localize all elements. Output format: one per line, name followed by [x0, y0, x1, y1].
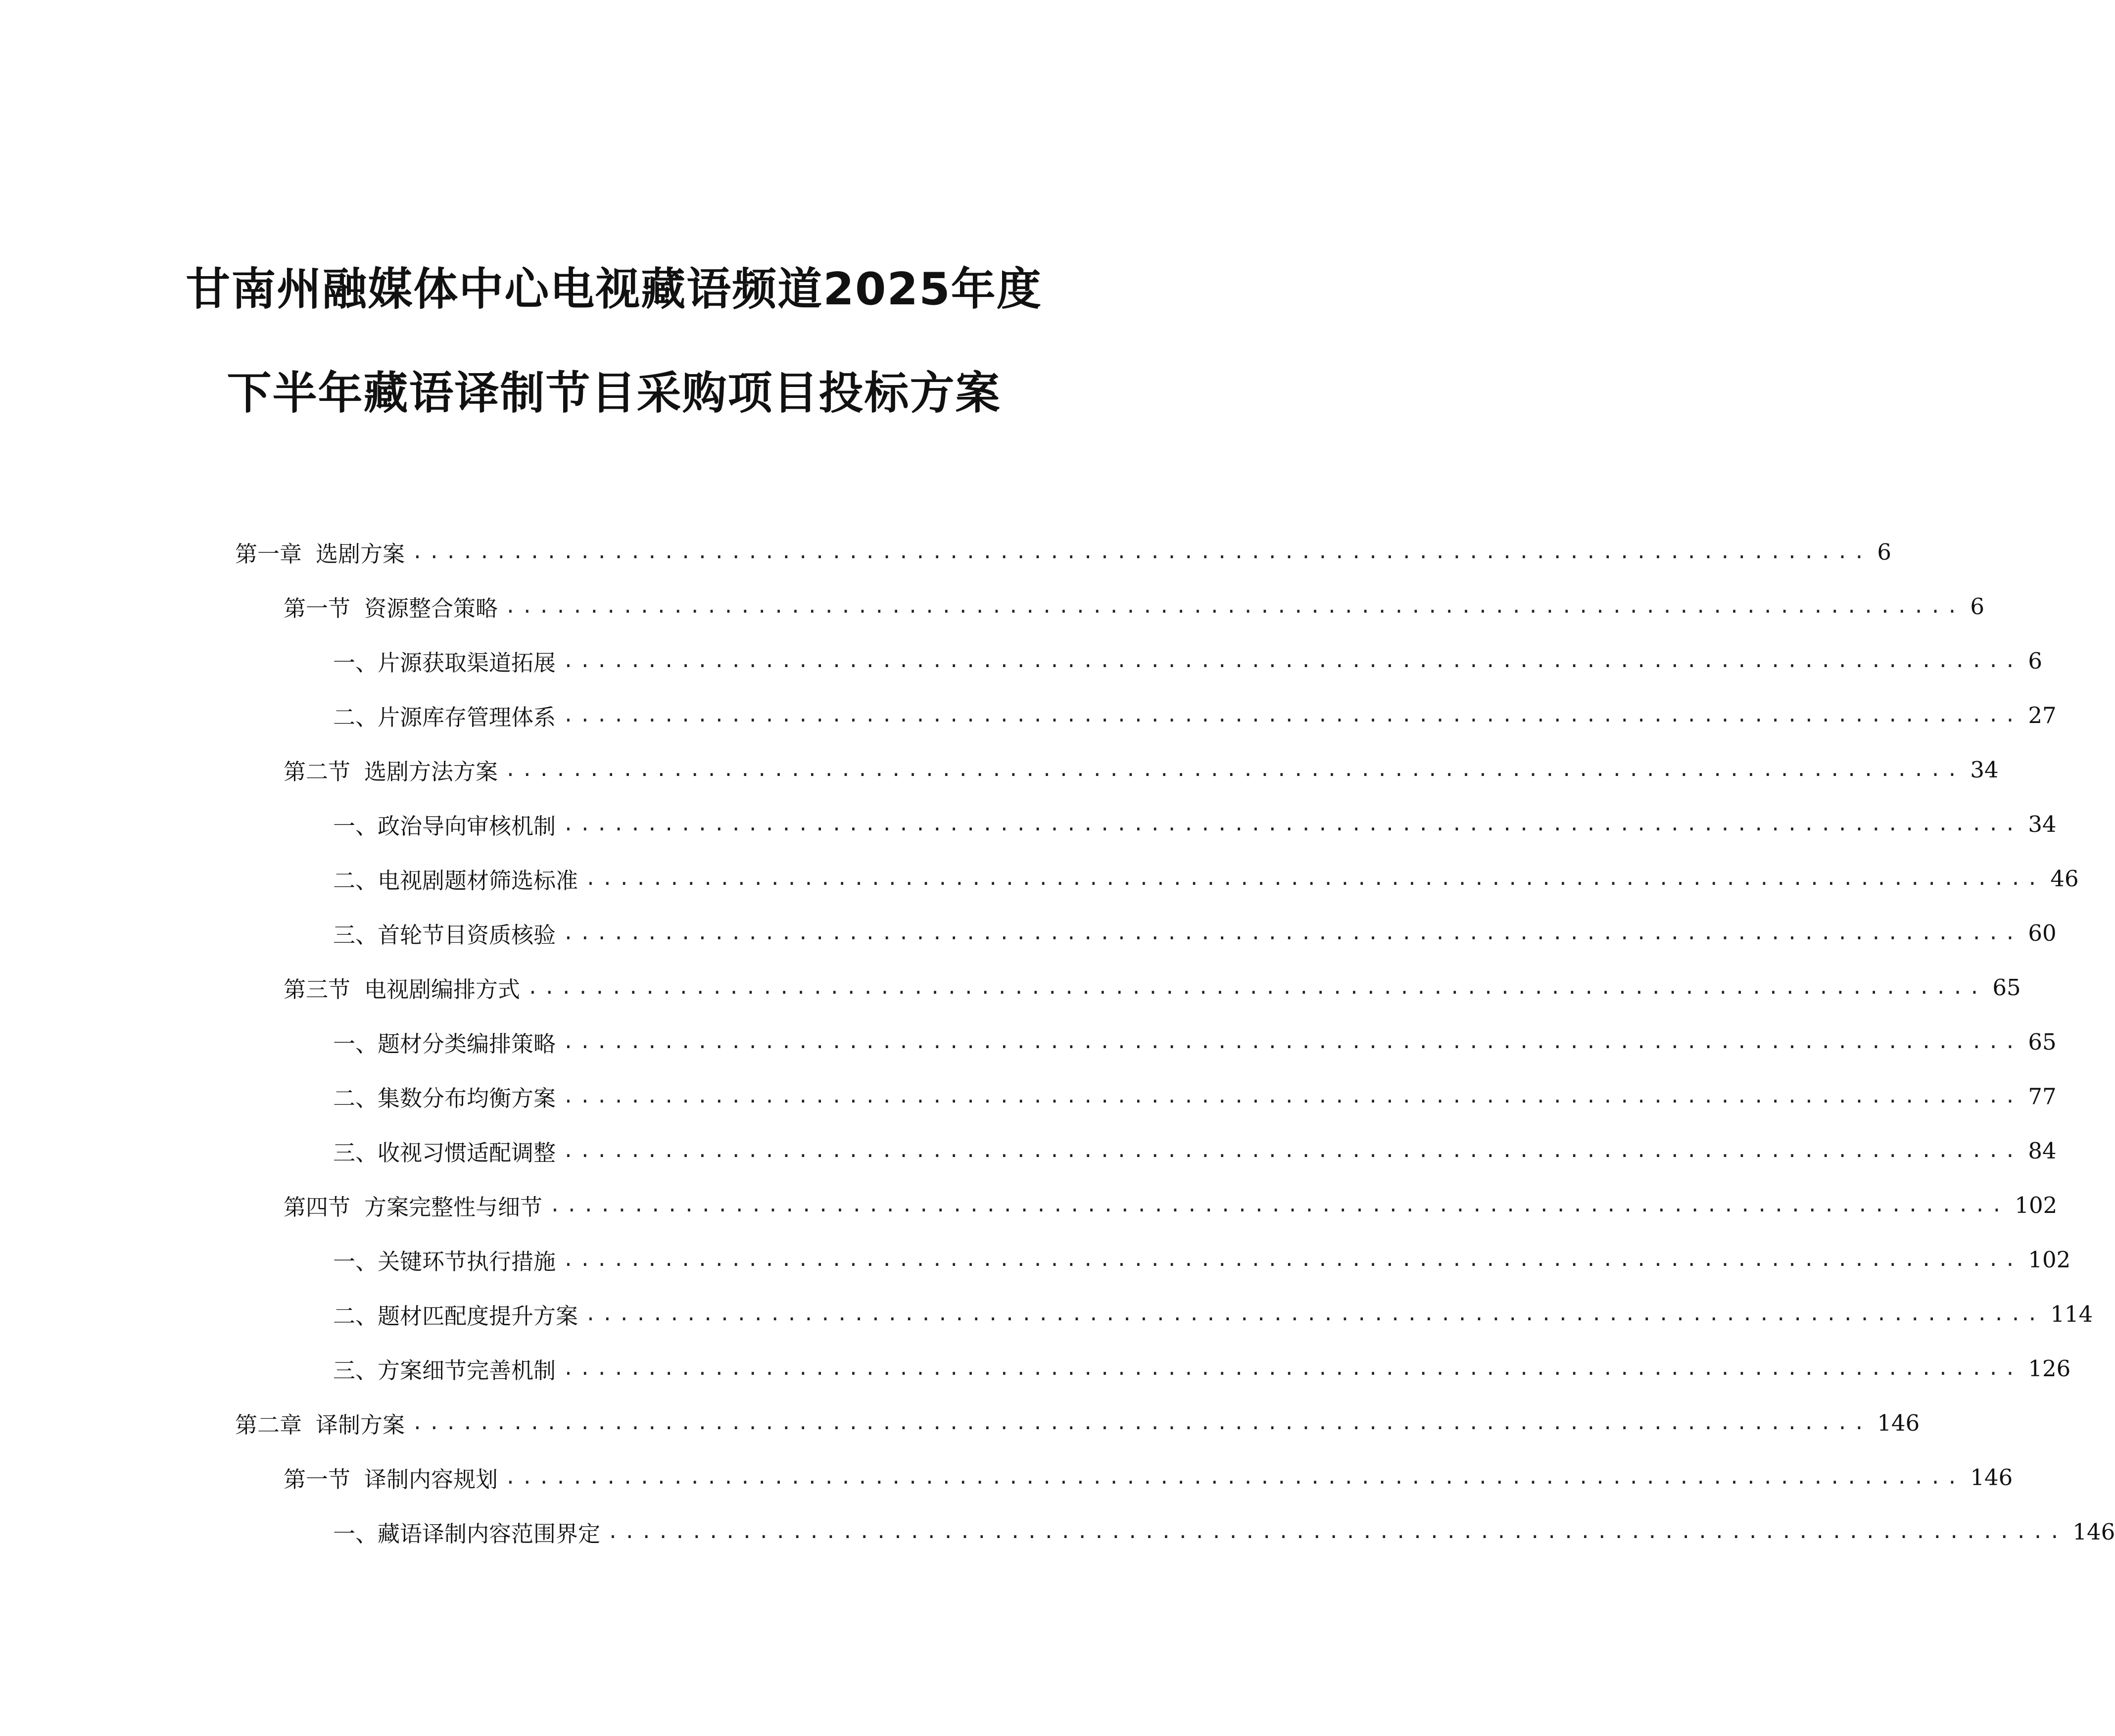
dot-leader: ....................................................................................... — [505, 595, 1964, 617]
toc-entry-number: 三、 — [333, 1357, 378, 1384]
toc-entry-number: 一、 — [333, 1520, 378, 1547]
toc-entry[interactable] — [235, 525, 1892, 579]
toc-entry-number: 一、 — [333, 1248, 378, 1275]
toc-entry-number: 二、 — [333, 1302, 378, 1329]
toc-entry[interactable] — [284, 1178, 2058, 1232]
toc-entry-title: 电视剧题材筛选标准 — [378, 867, 578, 894]
toc-entry[interactable] — [333, 633, 2043, 688]
toc-entry-number: 第一章 — [235, 540, 302, 567]
toc-entry-number: 一、 — [333, 1030, 378, 1057]
dot-leader: ....................................................................................... — [527, 976, 1986, 998]
dot-leader: ....................................................................................... — [563, 1249, 2021, 1270]
toc-entry-title: 片源获取渠道拓展 — [378, 649, 556, 676]
toc-entry-title: 首轮节目资质核验 — [378, 921, 556, 948]
dot-leader: ....................................................................................... — [505, 1466, 1964, 1488]
dot-leader: ....................................................................................... — [563, 1031, 2021, 1053]
dot-leader: ....................................................................................... — [563, 1357, 2021, 1379]
toc-entry[interactable] — [333, 1069, 2057, 1123]
toc-entry-page: 46 — [2050, 865, 2079, 892]
toc-entry-number: 二、 — [333, 1085, 378, 1111]
toc-entry[interactable] — [333, 1341, 2071, 1396]
toc-entry[interactable] — [284, 742, 1999, 797]
dot-leader: ....................................................................................... — [607, 1521, 2066, 1543]
toc-entry-number: 第三节 — [284, 976, 351, 1003]
toc-entry-title: 收视习惯适配调整 — [378, 1139, 556, 1166]
toc-entry-page: 146 — [2072, 1518, 2115, 1545]
dot-leader: ....................................................................................... — [563, 1140, 2021, 1161]
toc-entry-page: 60 — [2028, 919, 2057, 946]
toc-entry-title: 电视剧编排方式 — [364, 976, 521, 1003]
toc-entry-page: 65 — [2028, 1028, 2057, 1055]
toc-entry-number: 第四节 — [284, 1194, 351, 1220]
toc-entry-number: 第二节 — [284, 758, 351, 785]
toc-entry-page: 114 — [2050, 1301, 2093, 1327]
toc-entry-title: 选剧方法方案 — [364, 758, 498, 785]
toc-entry-page: 6 — [1970, 593, 1985, 620]
toc-entry[interactable] — [284, 960, 2021, 1014]
toc-entry-page: 34 — [2028, 811, 2057, 837]
toc-entry-title: 片源库存管理体系 — [378, 704, 556, 730]
toc-entry[interactable] — [284, 1450, 2013, 1504]
toc-entry-title: 方案细节完善机制 — [378, 1357, 556, 1384]
dot-leader: ....................................................................................... — [585, 1303, 2044, 1325]
document-title — [0, 238, 1228, 445]
dot-leader: ....................................................................................... — [563, 922, 2021, 944]
toc-entry-number: 第二章 — [235, 1411, 302, 1438]
toc-entry-page: 27 — [2028, 702, 2057, 728]
toc-entry[interactable] — [333, 851, 2079, 906]
toc-entry-title: 政治导向审核机制 — [378, 813, 556, 839]
toc-entry-title: 题材分类编排策略 — [378, 1030, 556, 1057]
toc-entry-number: 第一节 — [284, 595, 351, 622]
toc-entry-title: 译制方案 — [316, 1411, 405, 1438]
toc-entry-page: 6 — [2028, 647, 2043, 674]
toc-entry-page: 102 — [2015, 1192, 2058, 1218]
toc-entry-number: 一、 — [333, 813, 378, 839]
toc-entry-title: 集数分布均衡方案 — [378, 1085, 556, 1111]
toc-entry[interactable] — [333, 906, 2057, 960]
toc-entry-page: 65 — [1992, 974, 2021, 1001]
toc-entry-title: 关键环节执行措施 — [378, 1248, 556, 1275]
toc-entry-number: 三、 — [333, 921, 378, 948]
toc-entry-title: 选剧方案 — [316, 540, 405, 567]
toc-entry[interactable] — [333, 688, 2057, 742]
toc-entry-page: 126 — [2028, 1355, 2071, 1382]
toc-entry-title: 方案完整性与细节 — [364, 1194, 543, 1220]
toc-entry[interactable] — [333, 797, 2057, 851]
toc-entry-page: 102 — [2028, 1246, 2071, 1273]
dot-leader: ....................................................................................... — [585, 868, 2044, 889]
dot-leader: ....................................................................................... — [563, 650, 2021, 672]
dot-leader: ....................................................................................... — [549, 1194, 2008, 1216]
toc-entry[interactable] — [333, 1232, 2071, 1287]
toc-entry[interactable] — [333, 1123, 2057, 1178]
toc-entry[interactable] — [333, 1014, 2057, 1069]
toc-entry-number: 二、 — [333, 704, 378, 730]
toc-entry-title: 藏语译制内容范围界定 — [378, 1520, 601, 1547]
dot-leader: ....................................................................................... — [505, 759, 1964, 780]
toc-entry-page: 6 — [1877, 538, 1892, 565]
toc-entry-page: 84 — [2028, 1137, 2057, 1164]
toc-entry-number: 第一节 — [284, 1466, 351, 1493]
dot-leader: ....................................................................................... — [563, 1085, 2021, 1107]
toc-entry-page: 146 — [1970, 1464, 2013, 1491]
dot-leader: ....................................................................................... — [412, 541, 1871, 563]
toc-entry[interactable] — [333, 1287, 2093, 1341]
dot-leader: ....................................................................................... — [563, 813, 2021, 835]
dot-leader: ....................................................................................... — [563, 704, 2021, 726]
toc-entry-title: 译制内容规划 — [364, 1466, 498, 1493]
toc-entry-title: 资源整合策略 — [364, 595, 498, 622]
toc-entry-title: 题材匹配度提升方案 — [378, 1302, 578, 1329]
toc-entry-number: 一、 — [333, 649, 378, 676]
toc-entry-number: 三、 — [333, 1139, 378, 1166]
toc-entry-page: 77 — [2028, 1083, 2057, 1109]
title-line-2: 下半年藏语译制节目采购项目投标方案 — [227, 367, 1001, 419]
title-line-1: 甘南州融媒体中心电视藏语频道2025年度 — [186, 263, 1042, 315]
toc-entry-page: 34 — [1970, 756, 1999, 783]
toc-entry[interactable] — [235, 1396, 1920, 1450]
toc-entry-page: 146 — [1877, 1409, 1920, 1436]
toc-entry-number: 二、 — [333, 867, 378, 894]
toc-entry[interactable] — [284, 579, 1985, 633]
dot-leader: ....................................................................................... — [412, 1412, 1871, 1434]
toc-entry[interactable] — [333, 1504, 2115, 1559]
